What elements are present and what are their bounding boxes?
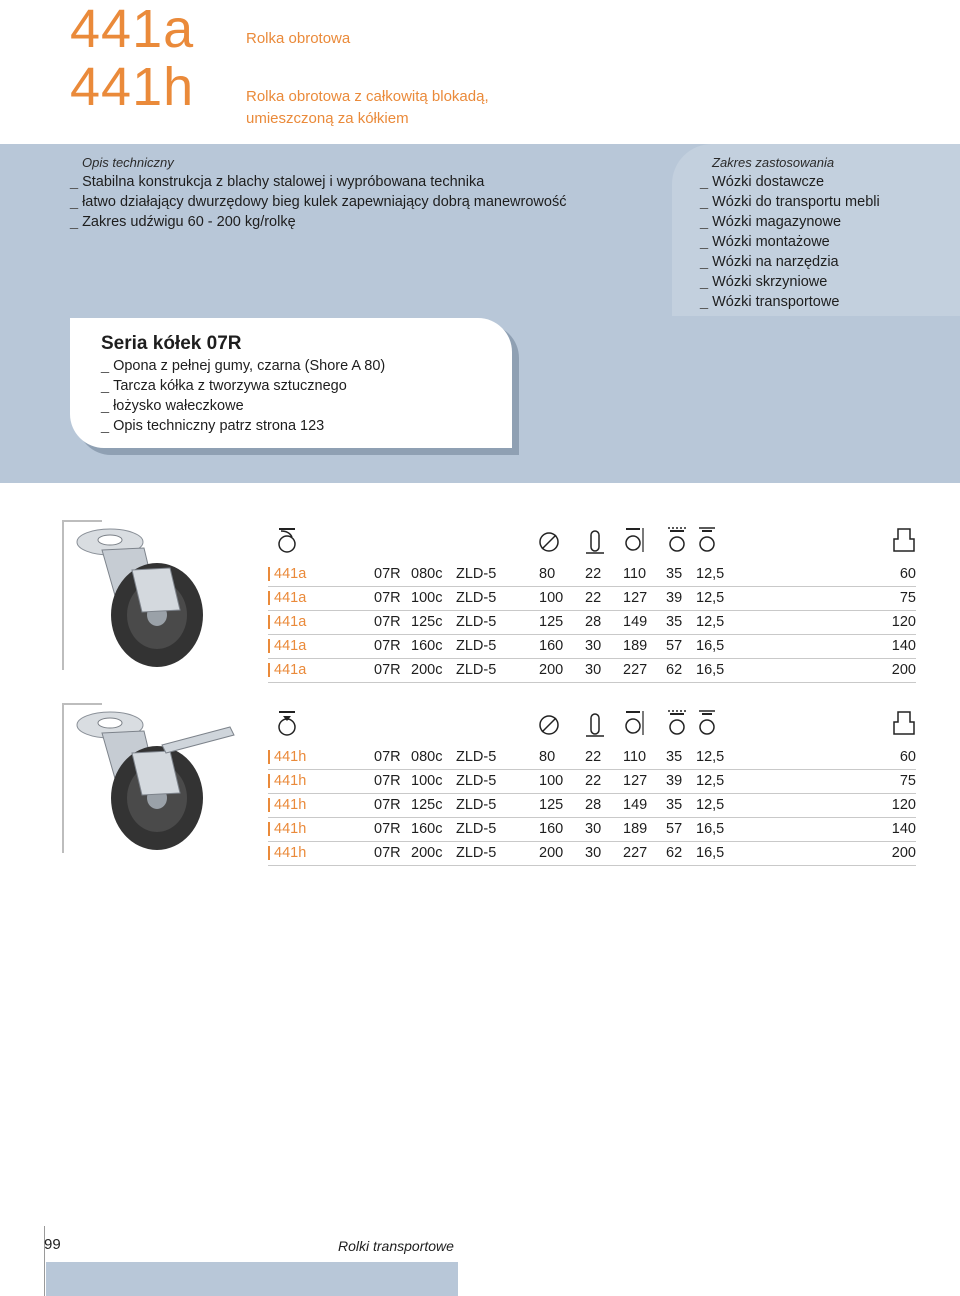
cell-diameter: 200 [539,845,564,861]
cell-series: 07R [374,638,401,654]
cell-bolt: 16,5 [696,638,725,654]
cell-code: 441h [274,773,307,789]
application-item: _ Wózki skrzyniowe [700,272,880,292]
cell-wheel-code: 080c [411,749,443,765]
cell-width: 22 [585,773,602,789]
wheel-width-icon [584,525,606,555]
cell-series: 07R [374,821,401,837]
cell-width: 22 [585,749,602,765]
cell-series: 07R [374,590,401,606]
cell-bolt: 12,5 [696,797,725,813]
cell-load: 140 [891,821,916,837]
overall-height-icon [624,708,646,738]
cell-width: 28 [585,614,602,630]
cell-bolt: 16,5 [696,821,725,837]
cell-offset: 35 [666,797,683,813]
caster-441a-image [62,520,262,670]
cell-height: 189 [623,638,648,654]
cell-bolt: 12,5 [696,773,725,789]
load-capacity-icon [892,525,916,555]
cell-height: 127 [623,773,648,789]
cell-width: 30 [585,845,602,861]
cell-diameter: 125 [539,614,564,630]
cell-wheel-code: 100c [411,773,443,789]
wheel-width-icon [584,708,606,738]
page-number: 99 [44,1236,61,1253]
table-row [268,770,916,794]
application-range-title: Zakres zastosowania [712,155,835,170]
application-range [700,155,880,312]
product-code-a: 441a [70,0,195,59]
cell-wheel-code: 160c [411,821,443,837]
tech-item: _ Zakres udźwigu 60 - 200 kg/rolkę [70,212,566,232]
cell-load: 140 [891,638,916,654]
cell-diameter: 160 [539,638,564,654]
table-row [268,587,916,611]
cell-height: 127 [623,590,648,606]
cell-height: 149 [623,614,648,630]
cell-offset: 35 [666,614,683,630]
product-title-h-line1: Rolka obrotowa z całkowitą blokadą, [246,88,489,105]
table-441h-rows [268,746,916,866]
table-row [268,746,916,770]
wheel-diameter-icon [538,525,560,555]
cell-series: 07R [374,614,401,630]
application-item: _ Wózki na narzędzia [700,252,880,272]
cell-width: 30 [585,638,602,654]
cell-series: 07R [374,566,401,582]
tech-item: _ Stabilna konstrukcja z blachy stalowej i wypróbowana technika [70,172,566,192]
cell-width: 22 [585,590,602,606]
application-item: _ Wózki transportowe [700,292,880,312]
cell-wheel-code: 125c [411,797,443,813]
technical-description-title: Opis techniczny [82,155,174,170]
tech-item: _ łatwo działający dwurzędowy bieg kulek zapewniający dobrą manewrowość [70,192,566,212]
cell-zld: ZLD-5 [456,638,497,654]
table-441a-rows [268,563,916,683]
cell-height: 227 [623,662,648,678]
cell-diameter: 80 [539,566,556,582]
cell-bolt: 16,5 [696,662,725,678]
table-row [268,659,916,683]
cell-diameter: 160 [539,821,564,837]
overall-height-icon [624,525,646,555]
series-item: _ Tarcza kółka z tworzywa sztucznego [101,376,385,396]
cell-offset: 62 [666,845,683,861]
cell-bolt: 12,5 [696,566,725,582]
cell-code: 441a [274,662,307,678]
cell-diameter: 100 [539,590,564,606]
cell-zld: ZLD-5 [456,590,497,606]
cell-code: 441a [274,566,307,582]
cell-offset: 62 [666,662,683,678]
cell-zld: ZLD-5 [456,662,497,678]
cell-wheel-code: 200c [411,662,443,678]
cell-offset: 35 [666,566,683,582]
cell-load: 120 [891,614,916,630]
cell-zld: ZLD-5 [456,845,497,861]
cell-zld: ZLD-5 [456,566,497,582]
cell-load: 60 [899,749,916,765]
cell-code: 441a [274,590,307,606]
cell-width: 22 [585,566,602,582]
cell-height: 149 [623,797,648,813]
table-row [268,563,916,587]
cell-load: 200 [891,662,916,678]
swivel-caster-icon [276,525,298,555]
cell-zld: ZLD-5 [456,614,497,630]
cell-series: 07R [374,797,401,813]
cell-series: 07R [374,845,401,861]
table-row [268,842,916,866]
cell-bolt: 16,5 [696,845,725,861]
cell-wheel-code: 160c [411,638,443,654]
table-441h-icon-row [268,708,916,746]
cell-series: 07R [374,662,401,678]
offset-icon [666,708,688,738]
product-code-h: 441h [70,57,195,117]
cell-width: 28 [585,797,602,813]
cell-offset: 35 [666,749,683,765]
offset-icon [666,525,688,555]
load-capacity-icon [892,708,916,738]
bolt-hole-icon [696,708,718,738]
table-row [268,611,916,635]
cell-code: 441h [274,797,307,813]
series-card [70,318,512,448]
cell-height: 189 [623,821,648,837]
cell-diameter: 125 [539,797,564,813]
cell-height: 227 [623,845,648,861]
application-item: _ Wózki montażowe [700,232,880,252]
cell-zld: ZLD-5 [456,797,497,813]
cell-height: 110 [623,566,647,582]
cell-wheel-code: 200c [411,845,443,861]
series-item: _ łożysko wałeczkowe [101,396,385,416]
cell-offset: 57 [666,821,683,837]
cell-offset: 57 [666,638,683,654]
bolt-hole-icon [696,525,718,555]
technical-description [70,155,566,232]
table-row [268,794,916,818]
cell-load: 200 [891,845,916,861]
cell-code: 441h [274,749,307,765]
series-item: _ Opona z pełnej gumy, czarna (Shore A 80) [101,356,385,376]
table-441a-icon-row [268,525,916,563]
cell-zld: ZLD-5 [456,749,497,765]
wheel-diameter-icon [538,708,560,738]
cell-load: 75 [899,773,916,789]
cell-code: 441a [274,614,307,630]
cell-wheel-code: 100c [411,590,443,606]
table-441a [268,525,916,683]
series-item: _ Opis techniczny patrz strona 123 [101,416,385,436]
cell-series: 07R [374,773,401,789]
cell-bolt: 12,5 [696,749,725,765]
series-title: Seria kółek 07R [101,333,242,354]
cell-code: 441a [274,638,307,654]
table-row [268,635,916,659]
cell-offset: 39 [666,590,683,606]
cell-wheel-code: 125c [411,614,443,630]
cell-offset: 39 [666,773,683,789]
series-list [101,356,385,436]
application-item: _ Wózki dostawcze [700,172,880,192]
cell-wheel-code: 080c [411,566,443,582]
cell-height: 110 [623,749,647,765]
caster-441h-image [62,703,262,853]
cell-bolt: 12,5 [696,614,725,630]
cell-code: 441h [274,821,307,837]
application-item: _ Wózki magazynowe [700,212,880,232]
cell-diameter: 200 [539,662,564,678]
cell-zld: ZLD-5 [456,821,497,837]
table-row [268,818,916,842]
cell-series: 07R [374,749,401,765]
cell-diameter: 80 [539,749,556,765]
product-title-h [246,86,489,130]
cell-load: 75 [899,590,916,606]
cell-load: 120 [891,797,916,813]
application-item: _ Wózki do transportu mebli [700,192,880,212]
swivel-brake-caster-icon [276,708,298,738]
footer-title: Rolki transportowe [338,1238,454,1254]
cell-code: 441h [274,845,307,861]
cell-load: 60 [899,566,916,582]
footer-bar [46,1262,458,1296]
product-title-h-line2: umieszczoną za kółkiem [246,110,409,127]
product-title-a: Rolka obrotowa [246,30,351,47]
cell-width: 30 [585,821,602,837]
cell-width: 30 [585,662,602,678]
cell-bolt: 12,5 [696,590,725,606]
cell-diameter: 100 [539,773,564,789]
cell-zld: ZLD-5 [456,773,497,789]
table-441h [268,708,916,866]
